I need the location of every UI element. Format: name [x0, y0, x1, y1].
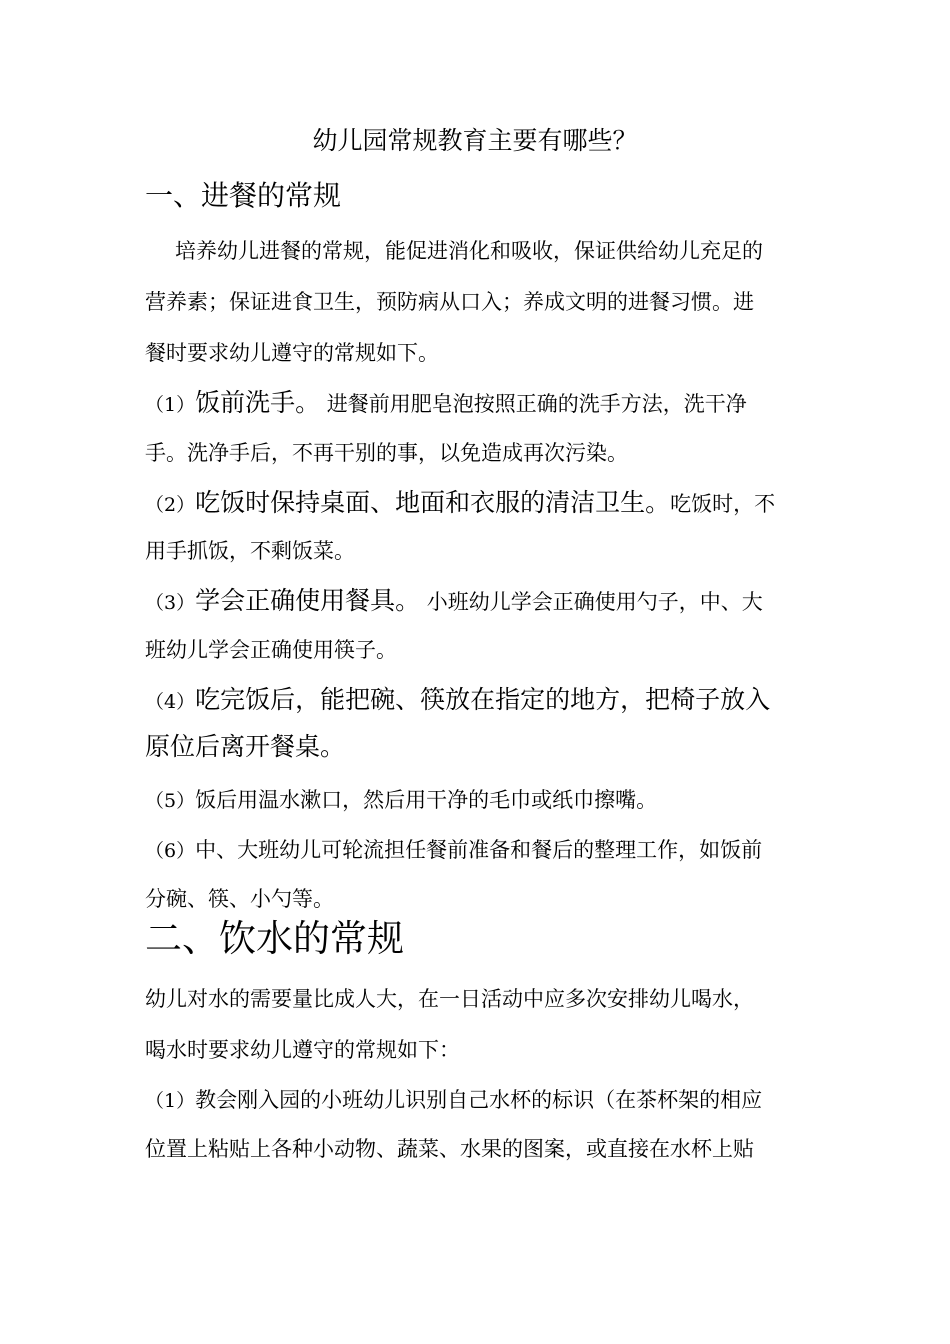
- item-text: 饭后用温水漱口，然后用干净的毛巾或纸巾擦嘴。: [195, 788, 658, 812]
- section1-heading: 一、进餐的常规: [145, 179, 342, 212]
- item-text: 进餐前用肥皂泡按照正确的洗手方法，洗干净: [326, 392, 747, 416]
- item-emphasis: 吃饭时保持桌面、地面和衣服的清洁卫生。: [195, 488, 671, 517]
- section1-item-4-cont: 原位后离开餐桌。: [145, 732, 346, 761]
- section1-intro-line-1: 培养幼儿进餐的常规，能促进消化和吸收，保证供给幼儿充足的: [175, 239, 763, 263]
- item-emphasis: 吃完饭后，能把碗、筷放在指定的地方，把椅子放入: [195, 685, 771, 714]
- section2-intro-line-1: 幼儿对水的需要量比成人大，在一日活动中应多次安排幼儿喝水，: [145, 987, 754, 1011]
- item-text: 中、大班幼儿可轮流担任餐前准备和餐后的整理工作，如饭前: [195, 838, 763, 862]
- item-number: （4）: [145, 691, 196, 713]
- section1-item-5: [145, 790, 810, 811]
- item-number: （1）: [145, 394, 196, 416]
- section1-intro-line-3: 餐时要求幼儿遵守的常规如下。: [145, 341, 439, 365]
- item-text: 小班幼儿学会正确使用勺子，中、大: [426, 590, 763, 614]
- section1-item-6: [145, 840, 810, 861]
- item-number: （6）: [145, 840, 196, 862]
- document-title: 幼儿园常规教育主要有哪些？: [312, 126, 638, 155]
- section2-item-1-cont: 位置上粘贴上各种小动物、蔬菜、水果的图案，或直接在水杯上贴: [145, 1137, 754, 1161]
- item-number: （3）: [145, 592, 196, 614]
- section1-item-3: [145, 588, 810, 613]
- section1-item-3-cont: 班幼儿学会正确使用筷子。: [145, 638, 397, 662]
- section2-heading: 二、饮水的常规: [145, 917, 404, 960]
- item-text: 吃饭时，不: [670, 492, 776, 516]
- section1-intro-line-2: 营养素；保证进食卫生，预防病从口入；养成文明的进餐习惯。进: [145, 290, 754, 314]
- item-number: （2）: [145, 494, 196, 516]
- section2-intro-line-2: 喝水时要求幼儿遵守的常规如下：: [145, 1038, 460, 1062]
- section1-item-2-cont: 用手抓饭，不剩饭菜。: [145, 539, 355, 563]
- section1-item-4: [145, 687, 810, 712]
- item-emphasis: 饭前洗手。: [195, 388, 321, 417]
- section1-item-6-cont: 分碗、筷、小勺等。: [145, 887, 334, 911]
- item-number: （5）: [145, 790, 196, 812]
- item-emphasis: 学会正确使用餐具。: [195, 586, 421, 615]
- item-text: 教会刚入园的小班幼儿识别自己水杯的标识（在茶杯架的相应: [195, 1088, 763, 1112]
- section1-item-1: [145, 390, 810, 415]
- section2-item-1: [145, 1090, 810, 1111]
- section1-item-1-cont: 手。洗净手后，不再干别的事，以免造成再次污染。: [145, 441, 628, 465]
- section1-item-2: [145, 490, 810, 515]
- item-number: （1）: [145, 1090, 196, 1112]
